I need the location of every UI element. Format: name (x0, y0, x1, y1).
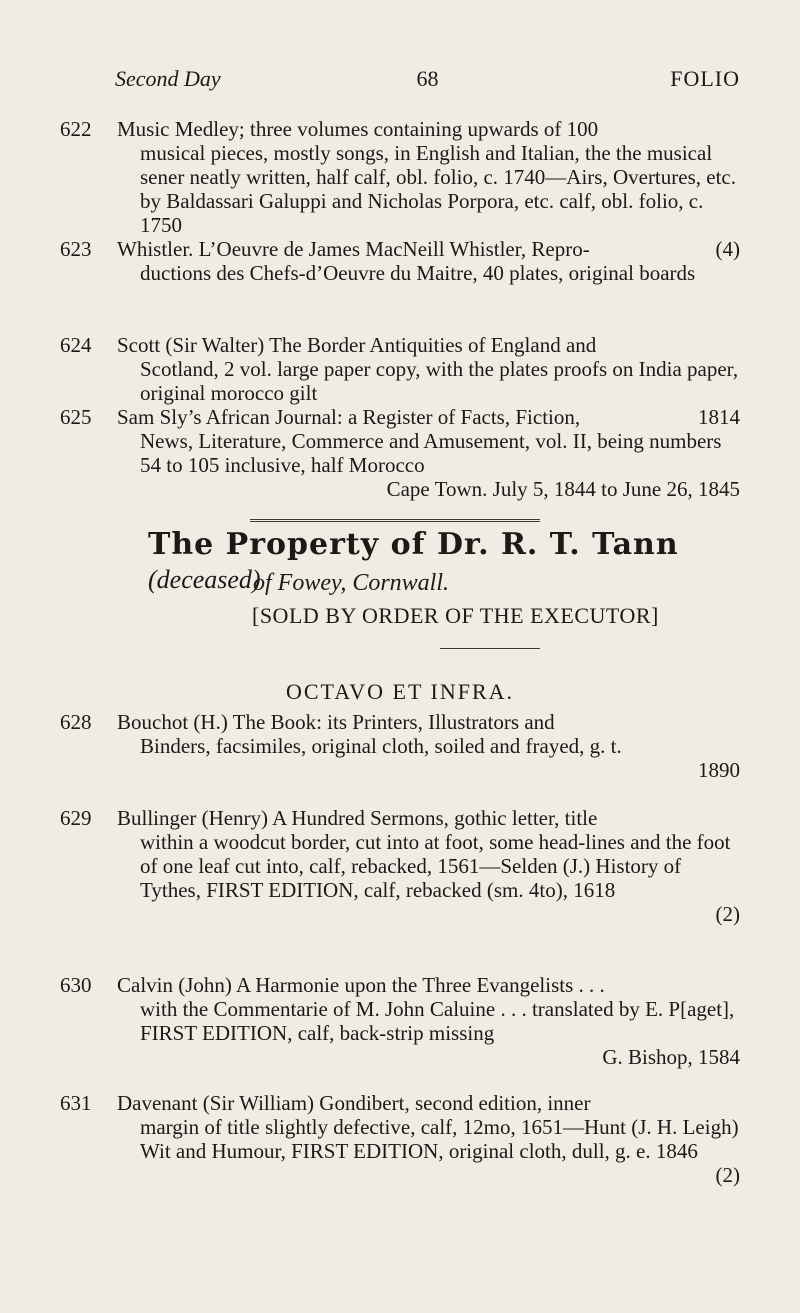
page-number: 68 (416, 66, 439, 91)
property-deceased: (deceased) (148, 565, 261, 594)
lot-title-line: Bullinger (Henry) A Hundred Sermons, gothic letter, title (117, 806, 598, 830)
lot-title-line: Davenant (Sir William) Gondibert, second edition, inner (117, 1091, 591, 1115)
lot-description: musical pieces, mostly songs, in English and Italian, the the musical sener neatly written, half calf, obl. folio, c. 1740—Airs, Overtures, etc. by Baldassari Galuppi and Nicholas Porpora, etc. calf, obl. folio, c. 1750 (140, 141, 736, 237)
lot-number: 631 (60, 1091, 92, 1115)
lot-number: 625 (60, 405, 92, 429)
lot-entry (60, 237, 740, 285)
lot-description: Binders, facsimiles, original cloth, soiled and frayed, g. t. (140, 734, 622, 758)
lot-description: ductions des Chefs-d’Oeuvre du Maitre, 40 plates, original boards (140, 261, 696, 285)
lot-title-line: Whistler. L’Oeuvre de James MacNeill Whistler, Repro- (117, 237, 590, 261)
lot-title-line: Sam Sly’s African Journal: a Register of Facts, Fiction, (117, 405, 581, 429)
lot-entry (60, 710, 740, 782)
header-format: FOLIO (670, 66, 740, 91)
section-heading: OCTAVO ET INFRA. (285, 679, 515, 704)
lot-date: 1890 (698, 758, 740, 782)
lot-entry (60, 973, 740, 1069)
lot-number: 624 (60, 333, 92, 357)
lot-title-line: Music Medley; three volumes containing upwards of 100 (117, 117, 599, 141)
lot-quantity: (2) (715, 1163, 740, 1187)
property-location: of Fowey, Cornwall. (253, 570, 450, 596)
lot-imprint: Cape Town. July 5, 1844 to June 26, 1845 (386, 477, 740, 501)
lot-title-line: Bouchot (H.) The Book: its Printers, Illustrators and (117, 710, 555, 734)
lot-date: 1814 (698, 405, 740, 429)
lot-title-line: Calvin (John) A Harmonie upon the Three Evangelists . . . (117, 973, 605, 997)
sale-note: [SOLD BY ORDER OF THE EXECUTOR] (252, 603, 659, 628)
lot-description: News, Literature, Commerce and Amusement, vol. II, being numbers 54 to 105 inclusive, half Morocco (140, 429, 722, 477)
header-day: Second Day (115, 66, 221, 91)
property-owner: The Property of Dr. R. T. Tann (148, 527, 679, 562)
lot-quantity: (4) (715, 237, 740, 261)
lot-entry (60, 806, 740, 926)
lot-number: 630 (60, 973, 92, 997)
lot-description: margin of title slightly defective, calf, 12mo, 1651—Hunt (J. H. Leigh) Wit and Humour, FIRST EDITION, original cloth, dull, g. e. 1846 (140, 1115, 739, 1163)
section-rule (250, 519, 540, 525)
short-rule (440, 648, 540, 649)
lot-description: Scotland, 2 vol. large paper copy, with the plates proofs on India paper, original morocco gilt (140, 357, 739, 405)
lot-number: 629 (60, 806, 92, 830)
lot-entry (60, 405, 740, 501)
lot-entry (60, 1091, 740, 1187)
lot-quantity: (2) (715, 902, 740, 926)
lot-number: 628 (60, 710, 92, 734)
lot-number: 623 (60, 237, 92, 261)
lot-description: with the Commentarie of M. John Caluine . . . translated by E. P[aget], FIRST EDITION, calf, back-strip missing (140, 997, 735, 1045)
lot-imprint: G. Bishop, 1584 (602, 1045, 740, 1069)
running-header (115, 66, 740, 100)
lot-title-line: Scott (Sir Walter) The Border Antiquities of England and (117, 333, 597, 357)
lot-description: within a woodcut border, cut into at foot, some head-lines and the foot of one leaf cut into, calf, rebacked, 1561—Selden (J.) History of Tythes, FIRST EDITION, calf, rebacked (sm. 4to), 1618 (140, 830, 731, 902)
lot-number: 622 (60, 117, 92, 141)
